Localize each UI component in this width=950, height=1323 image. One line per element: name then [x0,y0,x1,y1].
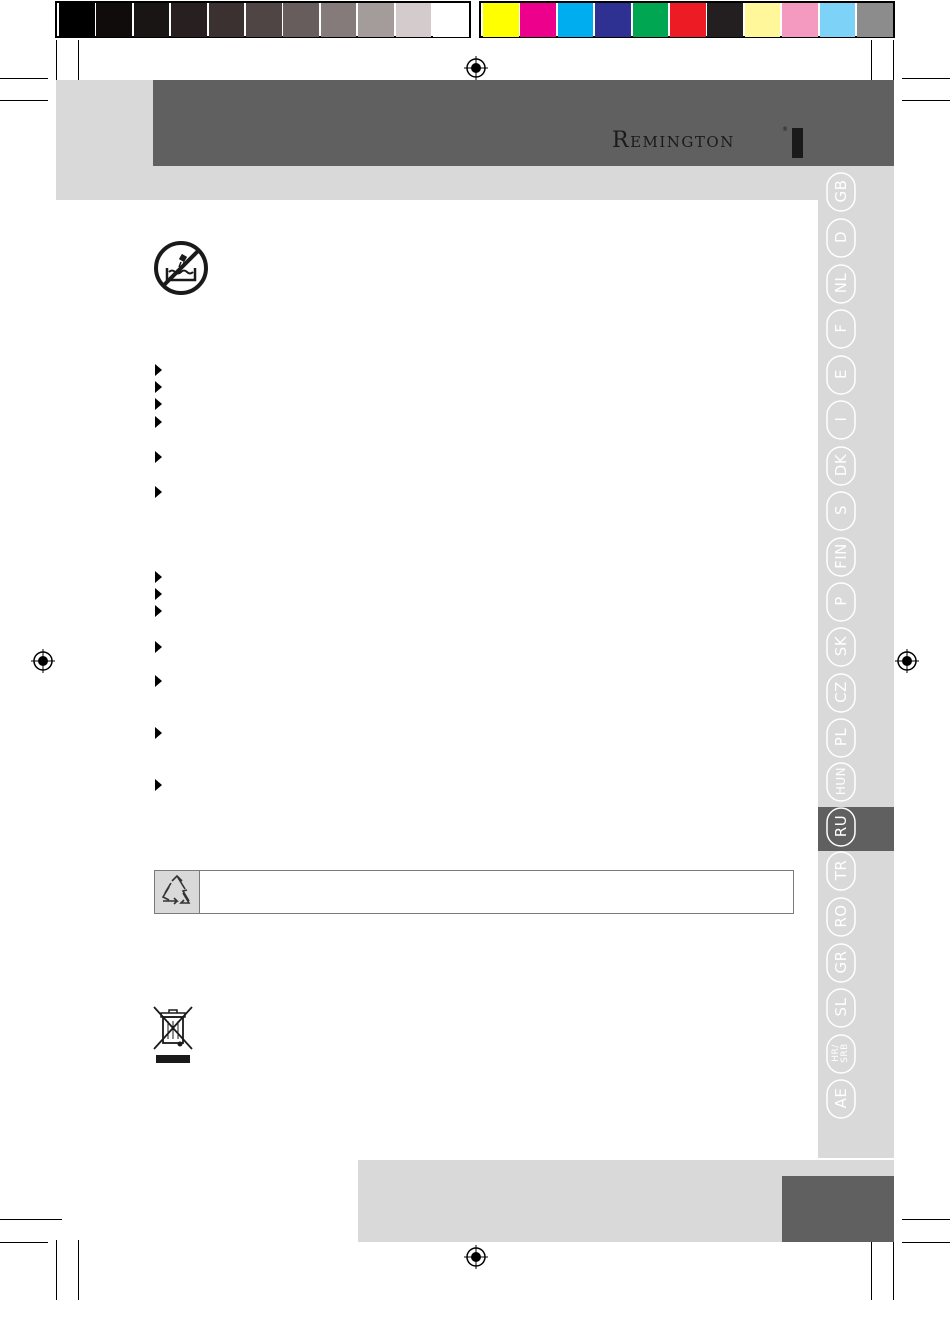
crop-mark [902,1219,950,1220]
triangle-bullet-icon [155,588,162,600]
tab-label: P [832,596,850,606]
gray-swatch [358,3,394,37]
gray-swatch [246,3,282,37]
tab-language-d[interactable] [826,218,856,256]
crop-mark [871,1240,872,1300]
gray-swatch [396,3,432,37]
crop-mark [902,100,950,101]
process-color-swatch [520,3,556,37]
crop-mark [78,1240,79,1300]
brand-logo [612,126,808,160]
gray-swatch [171,3,207,37]
tab-language-ae[interactable] [826,1079,856,1117]
registration-mark-icon [895,649,919,673]
brand-name: Remington [612,128,735,153]
tab-label: CZ [832,681,850,703]
crop-mark [902,78,950,79]
triangle-bullet-icon [155,641,162,653]
crop-mark [56,1240,57,1300]
brand-bar [792,128,803,158]
tab-label: S [832,504,850,516]
tab-language-tr[interactable] [826,851,856,889]
tab-language-e[interactable] [826,355,856,393]
crop-mark [0,1219,62,1220]
tab-label: GB [832,179,850,203]
process-color-swatch [558,3,594,37]
tab-language-i[interactable] [826,400,856,438]
process-color-swatch [595,3,631,37]
gray-swatch [209,3,245,37]
tab-label: DK [832,453,850,477]
tab-language-pl[interactable] [826,718,856,756]
triangle-bullet-icon [155,571,162,583]
process-color-swatch [707,3,743,37]
tab-label: TR [832,859,850,881]
registration-mark-icon [464,1245,488,1269]
tab-language-hr-srb[interactable] [826,1034,856,1072]
crop-mark [0,1242,48,1243]
tab-label: E [832,369,850,379]
tab-label: SK [832,635,850,657]
trademark-mark: ® [782,126,788,133]
registration-mark-icon [31,649,55,673]
tab-language-sk[interactable] [826,627,856,665]
crop-mark [0,100,48,101]
recycle-notice-box [154,870,794,914]
gray-swatch [321,3,357,37]
tab-label: AE [832,1087,850,1109]
tab-language-ru[interactable] [826,807,856,845]
tab-label: SL [832,997,850,1017]
gray-swatch [283,3,319,37]
tab-label: RO [832,904,850,928]
page-number-box [782,1176,894,1242]
tab-language-f[interactable] [826,309,856,347]
recycle-icon [155,871,199,913]
gray-swatch [96,3,132,37]
tab-language-ro[interactable] [826,897,856,935]
crop-mark [893,1240,894,1300]
tab-label: NL [832,272,850,294]
tab-language-nl[interactable] [826,264,856,302]
tab-label: HUN [834,766,848,796]
triangle-bullet-icon [155,779,162,791]
registration-mark-icon [464,56,488,80]
process-color-swatch [670,3,706,37]
process-color-swatch [782,3,818,37]
tab-language-dk[interactable] [826,446,856,484]
triangle-bullet-icon [155,416,162,428]
triangle-bullet-icon [155,451,162,463]
tab-label: GR [832,950,850,974]
tab-language-fin[interactable] [826,537,856,575]
no-water-immersion-icon [153,240,209,296]
tab-language-s[interactable] [826,491,856,529]
process-color-swatch [857,3,893,37]
tab-language-gb[interactable] [826,172,856,210]
crop-mark [902,1242,950,1243]
tab-language-hun[interactable] [826,762,856,800]
tab-language-cz[interactable] [826,673,856,711]
recycle-icon-cell [155,871,200,913]
triangle-bullet-icon [155,605,162,617]
tab-label: HR/ SRB [831,1043,850,1063]
tab-label: PL [832,727,850,747]
crossed-out-wheelie-bin-icon [150,1005,196,1065]
triangle-bullet-icon [155,398,162,410]
process-color-swatch [745,3,781,37]
process-color-swatch [820,3,856,37]
tab-label: D [832,230,850,244]
triangle-bullet-icon [155,486,162,498]
tab-language-p[interactable] [826,582,856,620]
process-color-swatch [633,3,669,37]
gray-swatch [59,3,95,37]
triangle-bullet-icon [155,364,162,376]
gray-swatch [433,3,469,37]
tab-label: RU [832,814,850,838]
tab-label: I [832,416,850,422]
gray-swatch [134,3,170,37]
triangle-bullet-icon [155,381,162,393]
crop-mark [0,78,48,79]
triangle-bullet-icon [155,675,162,687]
process-color-swatch [483,3,519,37]
tab-language-gr[interactable] [826,943,856,981]
tab-label: FIN [832,543,850,569]
tab-language-sl[interactable] [826,988,856,1026]
triangle-bullet-icon [155,727,162,739]
tab-label: F [832,323,850,333]
